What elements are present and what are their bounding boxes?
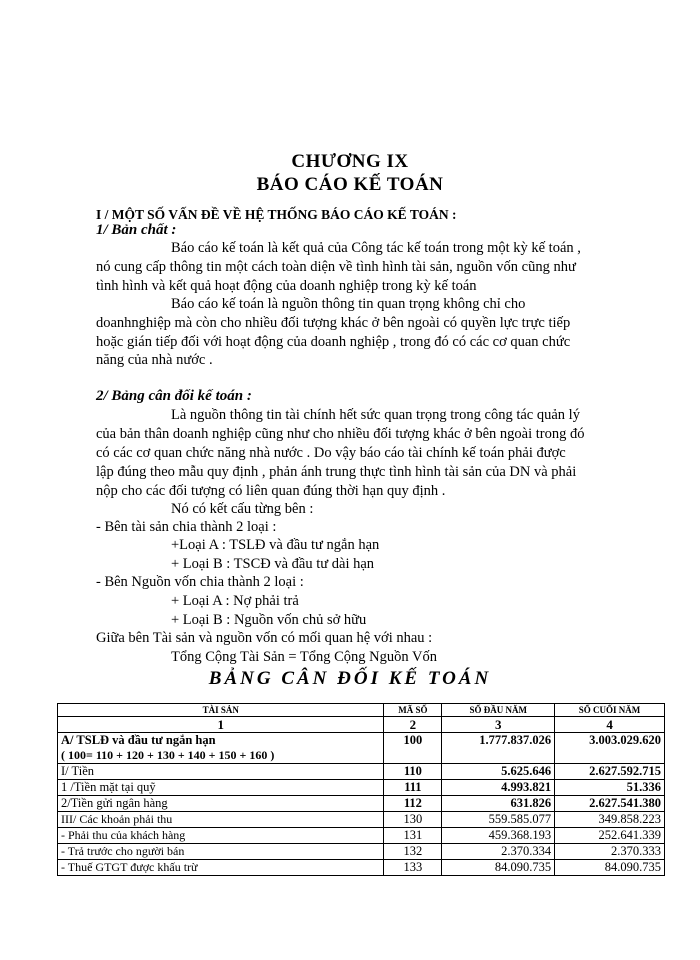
equation-line: Tổng Cộng Tài Sản = Tổng Cộng Nguồn Vốn	[171, 649, 437, 665]
column-number-row	[58, 717, 665, 733]
row-code: 132	[384, 844, 442, 860]
table-row	[58, 860, 665, 876]
table-row	[58, 764, 665, 780]
row-label: - Trả trước cho người bán	[58, 844, 384, 860]
column-number: 3	[442, 717, 555, 733]
paragraph-line: có các cơ quan chức năng nhà nước . Do vậy báo cáo tài chính kế toán phải được	[96, 445, 566, 461]
table-title: BẢNG CÂN ĐỐI KẾ TOÁN	[208, 668, 492, 689]
paragraph-line: - Bên Nguồn vốn chia thành 2 loại :	[96, 574, 304, 590]
row-label-formula: ( 100= 110 + 120 + 130 + 140 + 150 + 160 )	[61, 748, 275, 762]
table-row	[58, 780, 665, 796]
row-label: - Phải thu của khách hàng	[58, 828, 384, 844]
header-cell: MÃ SỐ	[384, 704, 442, 717]
row-code: 112	[384, 796, 442, 812]
paragraph-line: lập đúng theo mẫu quy định , phản ánh trung thực tình hình tài sản của DN và phải	[96, 464, 577, 480]
paragraph-line: tình hình và kết quả hoạt động của doanh nghiệp trong kỳ kế toán	[96, 278, 477, 294]
balance-sheet-table	[57, 703, 665, 876]
paragraph-line: Báo cáo kế toán là kết quả của Công tác kế toán trong một kỳ kế toán ,	[171, 240, 581, 256]
row-label: III/ Các khoản phải thu	[58, 812, 384, 828]
row-end-value: 2.627.541.380	[555, 796, 665, 812]
paragraph-line: doanhnghiệp mà còn cho nhiều đối tượng khác ở bên ngoài có quyền lực trực tiếp	[96, 315, 571, 331]
row-label: 2/Tiền gửi ngân hàng	[58, 796, 384, 812]
column-number: 4	[555, 717, 665, 733]
row-start-value: 2.370.334	[442, 844, 555, 860]
list-item: + Loại A : Nợ phải trả	[171, 593, 299, 609]
paragraph-line: hoặc gián tiếp đối với hoạt động của doanh nghiệp , trong đó có các cơ quan chức	[96, 334, 571, 350]
row-start-value: 1.777.837.026	[442, 733, 555, 764]
row-start-value: 459.368.193	[442, 828, 555, 844]
table-row	[58, 733, 665, 764]
table-row	[58, 796, 665, 812]
chapter-number: CHƯƠNG IX	[291, 151, 409, 172]
row-start-value: 559.585.077	[442, 812, 555, 828]
row-start-value: 84.090.735	[442, 860, 555, 876]
header-cell: TÀI SẢN	[58, 704, 384, 717]
column-number: 1	[58, 717, 384, 733]
row-label	[58, 733, 384, 764]
paragraph-line: của bản thân doanh nghiệp cũng như cho nhiều đối tượng khác ở bên ngoài trong đó	[96, 426, 585, 442]
paragraph-line: Là nguồn thông tin tài chính hết sức quan trọng trong công tác quản lý	[171, 407, 580, 423]
table-header-row	[58, 704, 665, 717]
row-code: 133	[384, 860, 442, 876]
row-start-value: 5.625.646	[442, 764, 555, 780]
section1-heading: I / MỘT SỐ VẤN ĐỀ VỀ HỆ THỐNG BÁO CÁO KẾ TOÁN :	[96, 207, 457, 222]
row-code: 130	[384, 812, 442, 828]
row-code: 100	[384, 733, 442, 764]
list-item: +Loại A : TSLĐ và đầu tư ngắn hạn	[171, 537, 380, 553]
header-cell: SỐ CUỐI NĂM	[555, 704, 665, 717]
row-end-value: 2.627.592.715	[555, 764, 665, 780]
row-code: 110	[384, 764, 442, 780]
row-end-value: 252.641.339	[555, 828, 665, 844]
paragraph-line: năng của nhà nước .	[96, 352, 213, 368]
row-end-value: 2.370.333	[555, 844, 665, 860]
section1-subheading: 1/ Bản chất :	[96, 222, 177, 238]
row-end-value: 84.090.735	[555, 860, 665, 876]
paragraph-line: Nó có kết cấu từng bên :	[171, 501, 314, 517]
row-start-value: 4.993.821	[442, 780, 555, 796]
paragraph-line: nộp cho các đối tượng có liên quan đúng thời hạn quy định .	[96, 483, 446, 499]
paragraph-line: Báo cáo kế toán là nguồn thông tin quan trọng không chỉ cho	[171, 296, 526, 312]
row-code: 111	[384, 780, 442, 796]
paragraph-line: nó cung cấp thông tin một cách toàn diện về tình hình tài sản, nguồn vốn cũng như	[96, 259, 576, 275]
row-label: 1 /Tiền mặt tại quỹ	[58, 780, 384, 796]
row-label: I/ Tiền	[58, 764, 384, 780]
list-item: + Loại B : Nguồn vốn chủ sở hữu	[171, 612, 367, 628]
row-end-value: 349.858.223	[555, 812, 665, 828]
row-code: 131	[384, 828, 442, 844]
header-cell: SỐ ĐẦU NĂM	[442, 704, 555, 717]
row-label-main: A/ TSLĐ và đầu tư ngắn hạn	[61, 733, 216, 747]
section2-heading: 2/ Bảng cân đối kế toán :	[96, 388, 252, 404]
chapter-title: BÁO CÁO KẾ TOÁN	[256, 174, 444, 195]
table-row	[58, 812, 665, 828]
paragraph-line: - Bên tài sản chia thành 2 loại :	[96, 519, 277, 535]
row-start-value: 631.826	[442, 796, 555, 812]
row-end-value: 51.336	[555, 780, 665, 796]
list-item: + Loại B : TSCĐ và đầu tư dài hạn	[171, 556, 375, 572]
row-end-value: 3.003.029.620	[555, 733, 665, 764]
table-row	[58, 844, 665, 860]
table-row	[58, 828, 665, 844]
paragraph-line: Giữa bên Tài sản và nguồn vốn có mối quan hệ với nhau :	[96, 630, 433, 646]
row-label: - Thuế GTGT được khấu trừ	[58, 860, 384, 876]
column-number: 2	[384, 717, 442, 733]
